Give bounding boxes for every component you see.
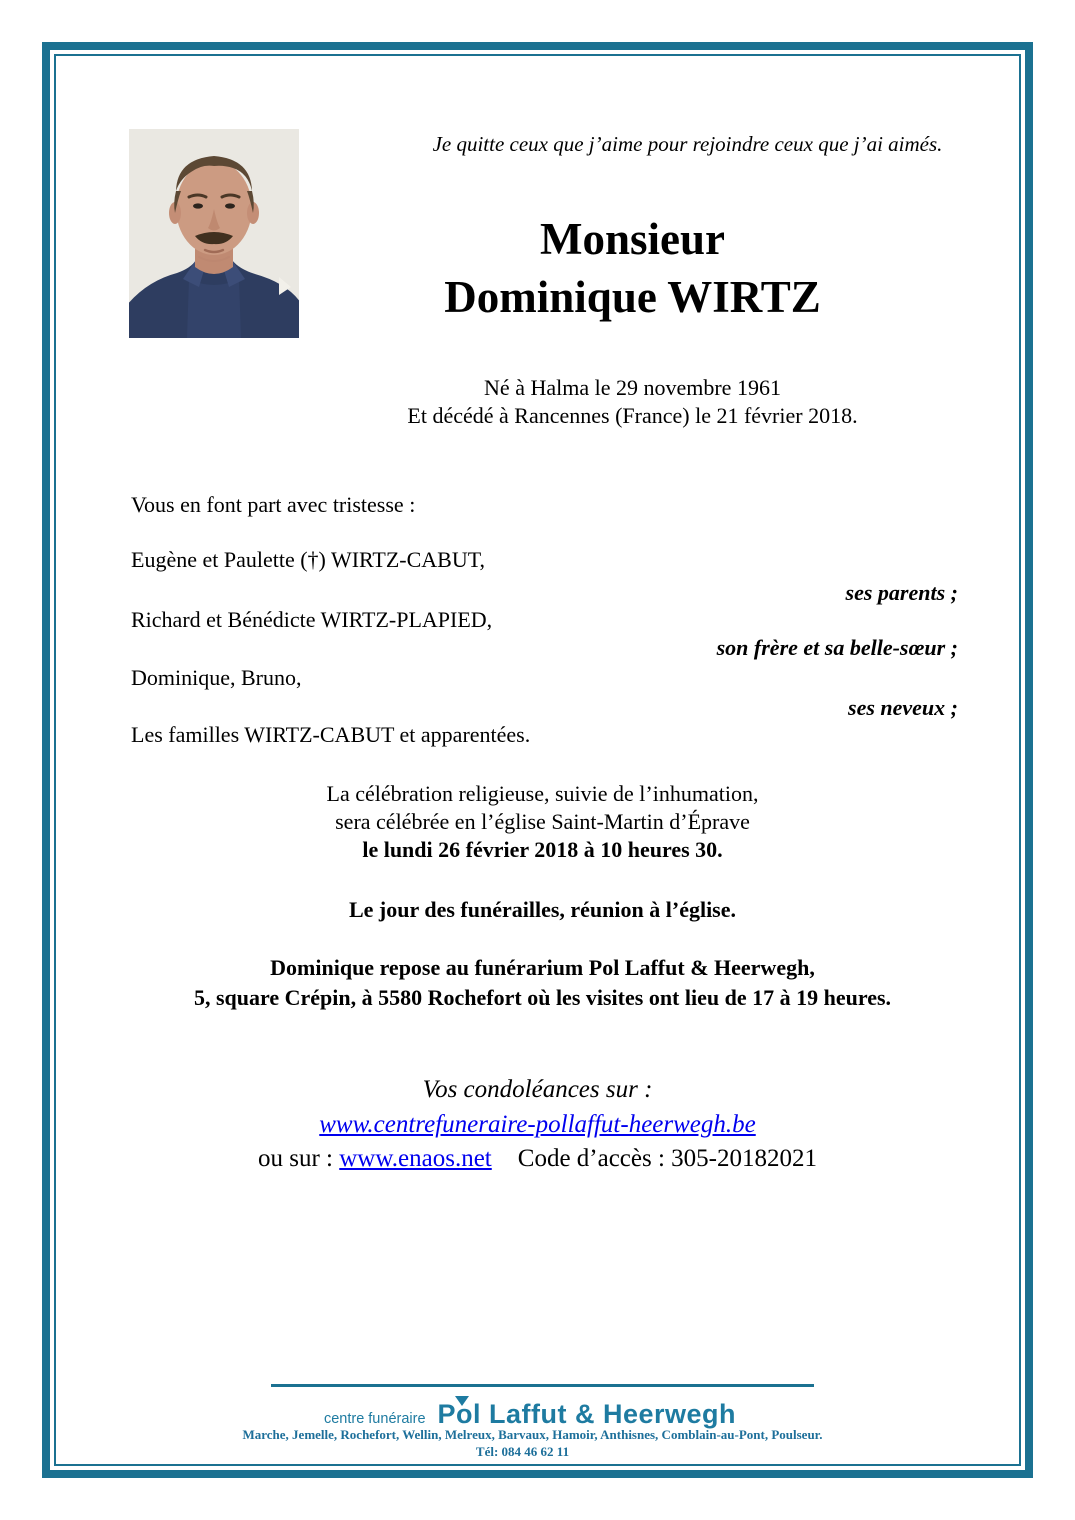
condolences-link-line-1 xyxy=(0,1109,1075,1140)
family-relation-line: ses neveux ; xyxy=(848,695,958,720)
ceremony-line-1: La célébration religieuse, suivie de l’inhumation, xyxy=(326,781,759,806)
family-names-line: Eugène et Paulette (†) WIRTZ-CABUT, xyxy=(131,547,486,572)
footer-divider-line xyxy=(271,1384,814,1387)
title-block xyxy=(280,210,985,326)
footer-locations: Marche, Jemelle, Rochefort, Wellin, Melreux, Barvaux, Hamoir, Anthisnes, Comblain-au-Pont, Poulseur. xyxy=(242,1427,823,1442)
deceased-name: Dominique WIRTZ xyxy=(444,272,821,322)
epitaph-quote: Je quitte ceux que j’aime pour rejoindre ceux que j’ai aimés. xyxy=(432,132,943,156)
birth-line: Né à Halma le 29 novembre 1961 xyxy=(484,375,781,400)
access-code: Code d’accès : 305-20182021 xyxy=(517,1145,817,1172)
repose-line-2: 5, square Crépin, à 5580 Rochefort où les visites ont lieu de 17 à 19 heures. xyxy=(193,985,892,1010)
footer-phone: Tél: 084 46 62 11 xyxy=(475,1444,570,1459)
family-relation-line: son frère et sa belle-sœur ; xyxy=(716,635,958,660)
family-names-line: Richard et Bénédicte WIRTZ-PLAPIED, xyxy=(131,607,493,632)
condolences-intro: Vos condoléances sur : xyxy=(422,1076,653,1103)
brand-row xyxy=(0,1399,1060,1430)
ceremony-line-2: sera célébrée en l’église Saint-Martin d’Éprave xyxy=(335,809,750,834)
condolences-prefix: ou sur : xyxy=(258,1145,340,1172)
salutation: Monsieur xyxy=(540,214,725,264)
brand-name: Pol Laffut & Heerwegh xyxy=(437,1399,737,1429)
family-relation-line: ses parents ; xyxy=(845,580,958,605)
portrait-illustration xyxy=(129,129,299,338)
announcement-line: Vous en font part avec tristesse : xyxy=(131,492,416,517)
family-names-line: Dominique, Bruno, xyxy=(131,665,302,690)
death-line: Et décédé à Rancennes (France) le 21 février 2018. xyxy=(407,403,858,428)
repose-line-1: Dominique repose au funérarium Pol Laffut & Heerwegh, xyxy=(270,955,815,980)
brand-small-label: centre funéraire xyxy=(323,1411,426,1427)
funeral-home-website-link[interactable]: www.centrefuneraire-pollaffut-heerwegh.be xyxy=(319,1111,756,1138)
vital-block xyxy=(280,374,985,430)
condolences-link-line-2 xyxy=(0,1143,1075,1174)
portrait-photo xyxy=(129,129,299,338)
ceremony-date-line: le lundi 26 février 2018 à 10 heures 30. xyxy=(362,837,723,862)
enaos-link[interactable]: www.enaos.net xyxy=(339,1145,492,1172)
family-names-line: Les familles WIRTZ-CABUT et apparentées. xyxy=(131,722,531,747)
reunion-line: Le jour des funérailles, réunion à l’église. xyxy=(348,897,737,922)
